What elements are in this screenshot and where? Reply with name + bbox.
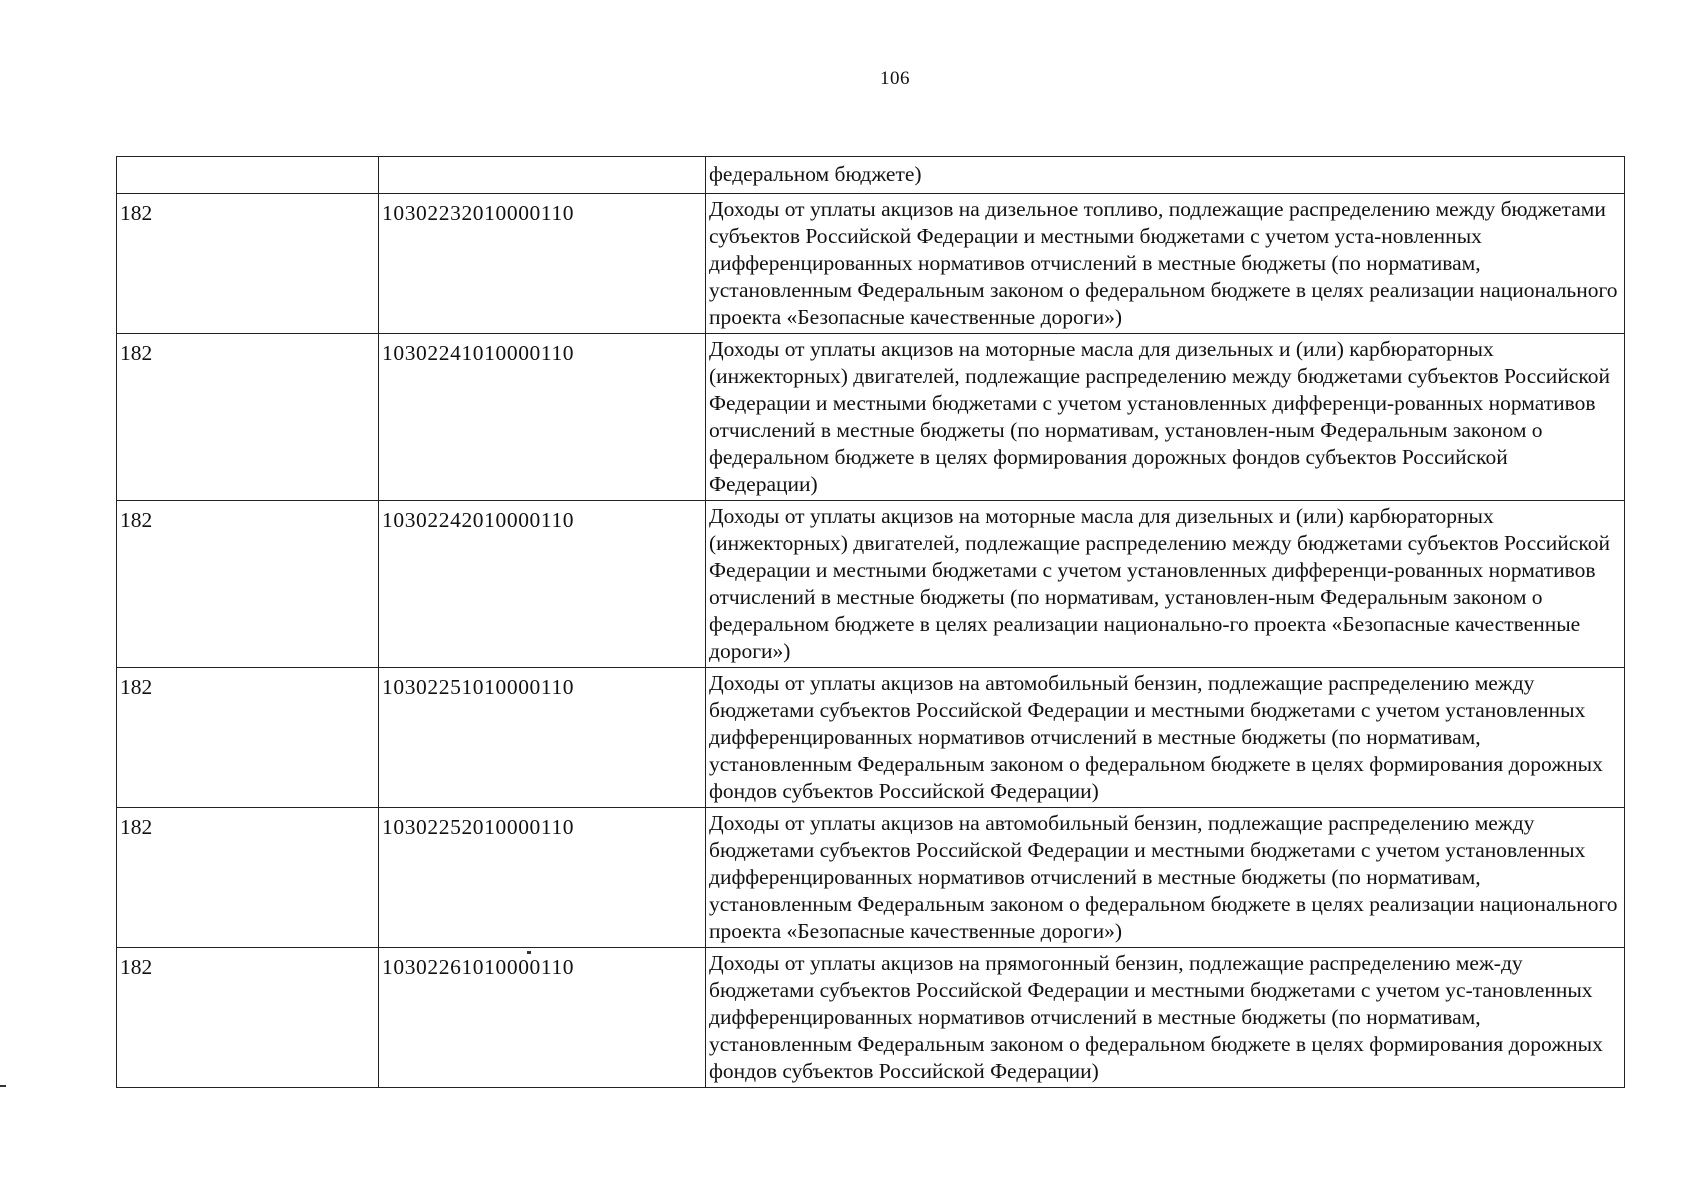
admin-code-cell: 182: [117, 334, 379, 501]
revenue-codes-table: [116, 156, 1625, 1088]
table-row: [117, 334, 1625, 501]
description-cell: Доходы от уплаты акцизов на дизельное топливо, подлежащие распределению между бюджетами субъектов Российской Федерации и местными бюджетами с учетом уста-новленных дифференцированных нормативов отчислений в местные бюджеты (по нормативам, установленным Федеральным законом о федеральном бюджете в целях реализации национального проекта «Безопасные качественные дороги»): [706, 194, 1625, 334]
description-cell: Доходы от уплаты акцизов на моторные масла для дизельных и (или) карбюраторных (инжекторных) двигателей, подлежащие распределению между бюджетами субъектов Российской Федерации и местными бюджетами с учетом установленных дифференци-рованных нормативов отчислений в местные бюджеты (по нормативам, установлен-ным Федеральным законом о федеральном бюджете в целях реализации национально-го проекта «Безопасные качественные дороги»): [706, 501, 1625, 668]
table-row: [117, 668, 1625, 808]
table-row-continuation: [117, 157, 1625, 194]
description-cell: федеральном бюджете): [706, 157, 1625, 194]
budget-code-cell: 10302261010000110: [379, 948, 706, 1088]
description-cell: Доходы от уплаты акцизов на автомобильный бензин, подлежащие распределению между бюджетами субъектов Российской Федерации и местными бюджетами с учетом установленных дифференцированных нормативов отчислений в местные бюджеты (по нормативам, установленным Федеральным законом о федеральном бюджете в целях формирования дорожных фондов субъектов Российской Федерации): [706, 668, 1625, 808]
budget-code-cell: 10302251010000110: [379, 668, 706, 808]
table-body: [117, 157, 1625, 1088]
budget-code-cell: 10302232010000110: [379, 194, 706, 334]
budget-code-cell: 10302241010000110: [379, 334, 706, 501]
budget-code-cell: [379, 157, 706, 194]
admin-code-cell: 182: [117, 194, 379, 334]
admin-code-cell: 182: [117, 948, 379, 1088]
budget-code-cell: 10302242010000110: [379, 501, 706, 668]
scan-margin-mark: [0, 1085, 6, 1087]
page-number: 106: [880, 68, 910, 89]
description-cell: Доходы от уплаты акцизов на моторные масла для дизельных и (или) карбюраторных (инжекторных) двигателей, подлежащие распределению между бюджетами субъектов Российской Федерации и местными бюджетами с учетом установленных дифференци-рованных нормативов отчислений в местные бюджеты (по нормативам, установлен-ным Федеральным законом о федеральном бюджете в целях формирования дорожных фондов субъектов Российской Федерации): [706, 334, 1625, 501]
table-row: [117, 501, 1625, 668]
description-cell: Доходы от уплаты акцизов на автомобильный бензин, подлежащие распределению между бюджетами субъектов Российской Федерации и местными бюджетами с учетом установленных дифференцированных нормативов отчислений в местные бюджеты (по нормативам, установленным Федеральным законом о федеральном бюджете в целях реализации национального проекта «Безопасные качественные дороги»): [706, 808, 1625, 948]
budget-code-cell: 10302252010000110: [379, 808, 706, 948]
admin-code-cell: 182: [117, 668, 379, 808]
admin-code-cell: [117, 157, 379, 194]
admin-code-cell: 182: [117, 808, 379, 948]
description-cell: Доходы от уплаты акцизов на прямогонный бензин, подлежащие распределению меж-ду бюджетами субъектов Российской Федерации и местными бюджетами с учетом ус-тановленных дифференцированных нормативов отчислений в местные бюджеты (по нормативам, установленным Федеральным законом о федеральном бюджете в целях формирования дорожных фондов субъектов Российской Федерации): [706, 948, 1625, 1088]
admin-code-cell: 182: [117, 501, 379, 668]
table-row: [117, 194, 1625, 334]
table-row: [117, 948, 1625, 1088]
table-row: [117, 808, 1625, 948]
scan-speck: [527, 951, 531, 954]
